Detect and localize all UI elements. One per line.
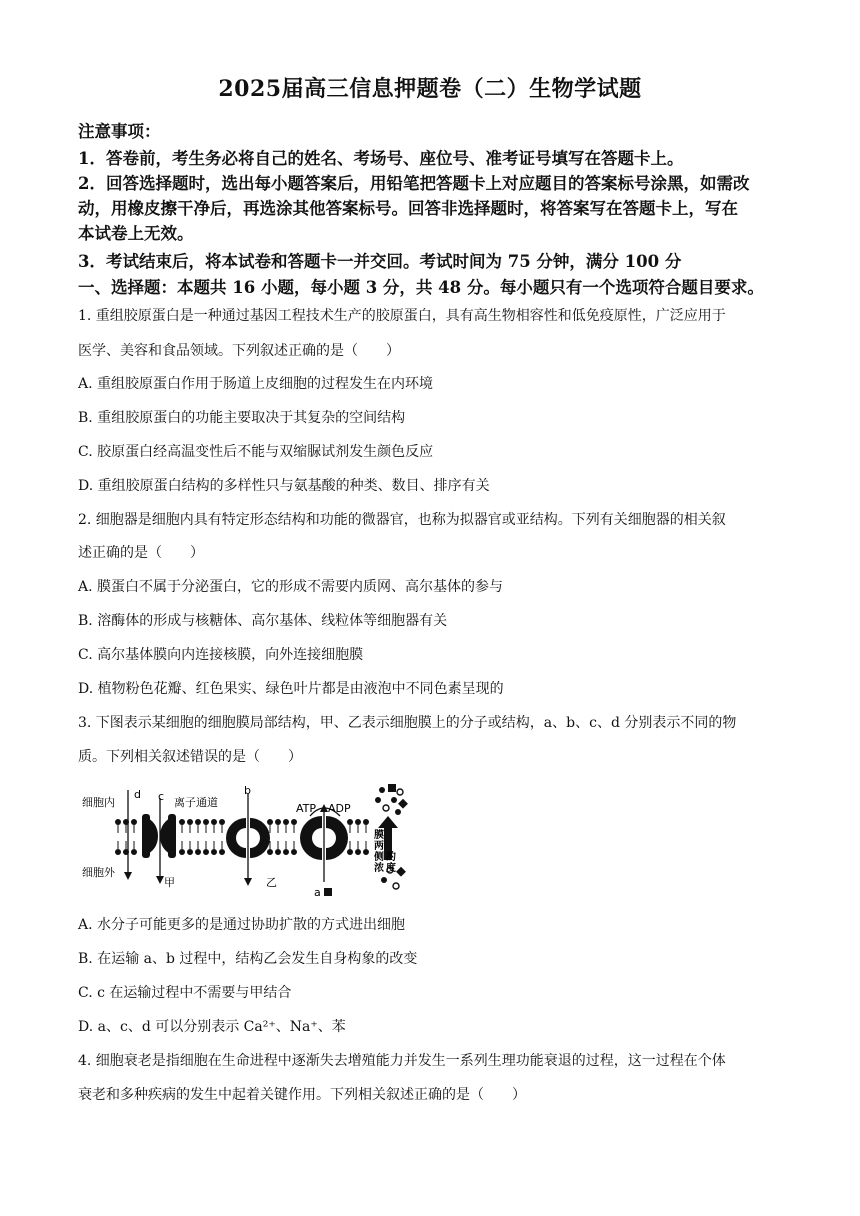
adp-label: ADP: [328, 802, 351, 815]
lipid-head: [219, 849, 225, 855]
option: D. 植物粉色花瓣、红色果实、绿色叶片都是由液泡中不同色素呈现的: [78, 681, 504, 697]
label-c: c: [158, 790, 165, 803]
lipid-head: [347, 849, 353, 855]
option: A. 水分子可能更多的是通过协助扩散的方式进出细胞: [78, 917, 406, 933]
lipid-head: [283, 849, 289, 855]
option: B. 重组胶原蛋白的功能主要取决于其复杂的空间结构: [78, 410, 406, 426]
lipid-head: [203, 819, 209, 825]
option: D. 重组胶原蛋白结构的多样性只与氨基酸的种类、数目、排序有关: [78, 478, 490, 494]
option: A. 膜蛋白不属于分泌蛋白，它的形成不需要内质网、高尔基体的参与: [78, 579, 504, 595]
lipid-head: [219, 819, 225, 825]
lipid-head: [355, 819, 361, 825]
lipid-head: [211, 819, 217, 825]
lipid-head: [195, 819, 201, 825]
page-title: 2025届高三信息押题卷（二）生物学试题: [218, 76, 642, 102]
svg-text:膜: 膜: [374, 830, 384, 841]
lipid-head: [131, 849, 137, 855]
option: B. 溶酶体的形成与核糖体、高尔基体、线粒体等细胞器有关: [78, 613, 448, 629]
notice-item: 1．答卷前，考生务必将自己的姓名、考场号、座位号、准考证号填写在答题卡上。: [78, 149, 684, 168]
lipid-head: [115, 849, 121, 855]
inside-label: 细胞内: [82, 796, 115, 809]
lipid-head: [355, 849, 361, 855]
option: D. a、c、d 可以分别表示 Ca²⁺、Na⁺、苯: [78, 1019, 346, 1035]
question-stem: 1. 重组胶原蛋白是一种通过基因工程技术生产的胶原蛋白，具有高生物相容性和低免疫原性，广泛应用于: [78, 308, 726, 324]
atp-label: ATP: [296, 802, 317, 815]
notice-item: 动，用橡皮擦干净后，再选涂其他答案标号。回答非选择题时，将答案写在答题卡上，写在: [78, 199, 738, 218]
ion-channel-label: 离子通道: [174, 796, 218, 809]
svg-text:浓: 浓: [374, 863, 384, 874]
lipid-head: [275, 849, 281, 855]
notice-heading: 注意事项：: [78, 122, 161, 141]
question-stem: 医学、美容和食品领域。下列叙述正确的是（ ）: [78, 343, 400, 359]
lipid-head: [363, 819, 369, 825]
lipid-head: [283, 819, 289, 825]
svg-text:侧: 侧: [374, 852, 384, 863]
membrane-diagram: [78, 778, 428, 900]
notice-item: 2．回答选择题时，选出每小题答案后，用铅笔把答题卡上对应题目的答案标号涂黑，如需改: [78, 174, 750, 193]
question-stem: 质。下列相关叙述错误的是（ ）: [78, 749, 302, 765]
question-stem: 述正确的是（ ）: [78, 545, 204, 561]
lipid-head: [267, 849, 273, 855]
question-stem: 3. 下图表示某细胞的细胞膜局部结构，甲、乙表示细胞膜上的分子或结构，a、b、c、d 分别表示不同的物: [78, 715, 737, 731]
lipid-head: [195, 849, 201, 855]
notice-item: 本试卷上无效。: [78, 224, 194, 243]
yi-label: 乙: [266, 876, 277, 889]
question-stem: 衰老和多种疾病的发生中起着关键作用。下列相关叙述正确的是（ ）: [78, 1087, 526, 1103]
lipid-head: [187, 819, 193, 825]
lipid-head: [291, 819, 297, 825]
label-b: b: [244, 784, 251, 797]
option: C. 胶原蛋白经高温变性后不能与双缩脲试剂发生颜色反应: [78, 444, 434, 460]
svg-text:的: 的: [386, 852, 396, 863]
question-stem: 2. 细胞器是细胞内具有特定形态结构和功能的微器官，也称为拟器官或亚结构。下列有关细胞器的相关叙: [78, 512, 726, 528]
notice-item: 3．考试结束后，将本试卷和答题卡一并交回。考试时间为 75 分钟，满分 100 分: [78, 252, 682, 271]
lipid-head: [203, 849, 209, 855]
lipid-head: [179, 849, 185, 855]
section-heading: 一、选择题：本题共 16 小题，每小题 3 分，共 48 分。每小题只有一个选项符合题目要求。: [78, 278, 764, 297]
svg-text:两: 两: [374, 841, 384, 852]
lipid-head: [211, 849, 217, 855]
ion-channel-protein: [142, 814, 176, 858]
lipid-head: [267, 819, 273, 825]
lipid-head: [187, 849, 193, 855]
lipid-head: [291, 849, 297, 855]
lipid-head: [115, 819, 121, 825]
lipid-head: [179, 819, 185, 825]
jia-label: 甲: [164, 876, 175, 889]
option: B. 在运输 a、b 过程中，结构乙会发生自身构象的改变: [78, 951, 418, 967]
svg-text:度: 度: [386, 863, 396, 874]
lipid-head: [275, 819, 281, 825]
label-a: a: [314, 886, 321, 899]
label-d: d: [134, 788, 141, 801]
outside-label: 细胞外: [82, 866, 115, 879]
option: A. 重组胶原蛋白作用于肠道上皮细胞的过程发生在内环境: [78, 376, 434, 392]
lipid-head: [363, 849, 369, 855]
lipid-head: [131, 819, 137, 825]
option: C. c 在运输过程中不需要与甲结合: [78, 985, 292, 1001]
question-stem: 4. 细胞衰老是指细胞在生命进程中逐渐失去增殖能力并发生一系列生理功能衰退的过程，这一过程在个体: [78, 1053, 726, 1069]
lipid-head: [347, 819, 353, 825]
option: C. 高尔基体膜向内连接核膜，向外连接细胞膜: [78, 647, 364, 663]
